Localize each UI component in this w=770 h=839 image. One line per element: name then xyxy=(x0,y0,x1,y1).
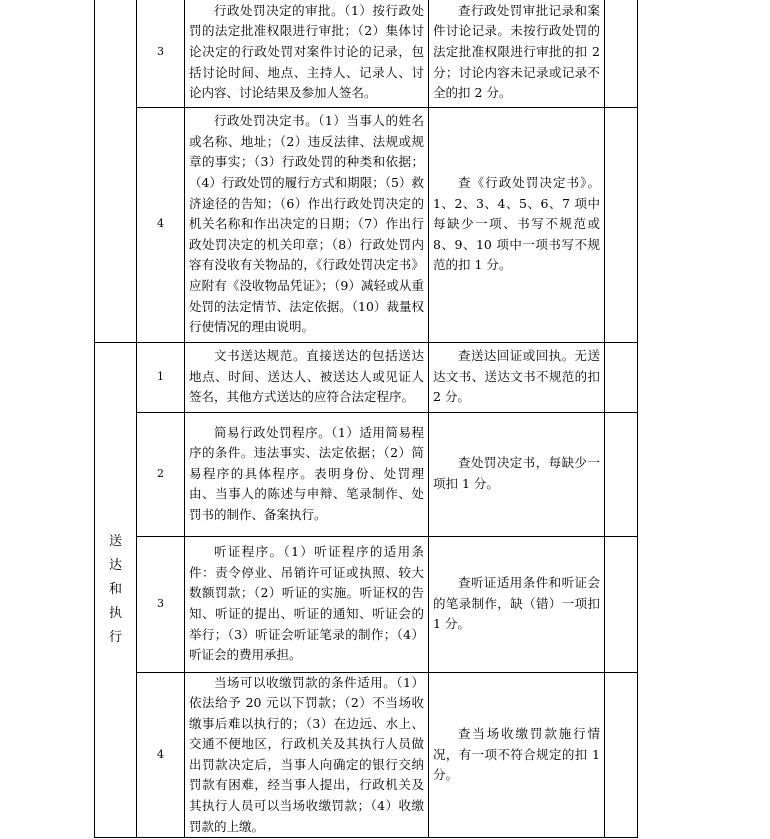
item-content xyxy=(185,0,429,107)
table-row xyxy=(95,672,638,838)
item-content-text: 听证程序。（1）听证程序的适用条件：责令停业、吊销许可证或执照、较大数额罚款；（2）听证的实施。听证权的告知、听证的提出、听证的通知、听证会的举行；（3）听证会听证笔录的制作；（4）听证会的费用承担。 xyxy=(189,544,424,663)
item-remark xyxy=(605,412,638,536)
item-scoring xyxy=(429,536,605,672)
table-row xyxy=(95,536,638,672)
item-remark xyxy=(605,536,638,672)
item-scoring xyxy=(429,0,605,107)
item-content xyxy=(185,412,429,536)
item-remark xyxy=(605,0,638,107)
item-content xyxy=(185,342,429,412)
item-remark xyxy=(605,672,638,838)
item-scoring-text: 查处罚决定书，每缺少一项扣 1 分。 xyxy=(433,455,600,491)
category-cell xyxy=(95,0,137,342)
category-cell xyxy=(95,342,137,838)
table-row xyxy=(95,412,638,536)
table-row xyxy=(95,107,638,342)
item-scoring xyxy=(429,672,605,838)
item-scoring xyxy=(429,412,605,536)
item-content-text: 文书送达规范。直接送达的包括送达地点、时间、送达人、被送达人或见证人签名，其他方式送达的应符合法定程序。 xyxy=(189,348,424,405)
item-content-text: 简易行政处罚程序。（1）适用简易程序的条件。违法事实、法定依据；（2）简易程序的具体程序。表明身份、处罚理由、当事人的陈述与申辩、笔录制作、处罚书的制作、备案执行。 xyxy=(189,424,424,522)
item-remark xyxy=(605,342,638,412)
item-number: 3 xyxy=(137,0,185,107)
item-scoring xyxy=(429,107,605,342)
item-content xyxy=(185,107,429,342)
item-scoring-text: 查送达回证或回执。无送达文书、送达文书不规范的扣 2 分。 xyxy=(433,348,600,405)
item-number: 4 xyxy=(137,107,185,342)
item-content-text: 当场可以收缴罚款的条件适用。（1）依法给予 20 元以下罚款；（2）不当场收缴事后难以执行的；（3）在边远、水上、交通不便地区，行政机关及其执行人员做出罚款决定后，当事人向确定的银行交纳罚款有困难，经当事人提出，行政机关及其执行人员可以当场收缴罚款；（4）收缴罚款的上缴。 xyxy=(189,674,424,834)
item-content-text: 行政处罚决定的审批。（1）按行政处罚的法定批准权限进行审批；（2）集体讨论决定的行政处罚对案件讨论的记录，包括讨论时间、地点、主持人、记录人、讨论内容、讨论结果及参加人签名。 xyxy=(189,2,424,101)
item-scoring-text: 查当场收缴罚款施行情况，有一项不符合规定的扣 1 分。 xyxy=(433,725,600,783)
item-number: 2 xyxy=(137,412,185,536)
item-scoring xyxy=(429,342,605,412)
item-number: 3 xyxy=(137,536,185,672)
item-content xyxy=(185,672,429,838)
category-label: 送达和执行 xyxy=(108,533,122,645)
item-number: 4 xyxy=(137,672,185,838)
table-row xyxy=(95,0,638,107)
item-scoring-text: 查行政处罚审批记录和案件讨论记录。未按行政处罚的法定批准权限进行审批的扣 2 分；讨论内容未记录或记录不全的扣 2 分。 xyxy=(433,2,600,101)
item-content xyxy=(185,536,429,672)
item-scoring-text: 查《行政处罚决定书》。1、2、3、4、5、6、7 项中每缺少一项、书写不规范或 8、9、10 项中一项书写不规范的扣 1 分。 xyxy=(433,175,600,273)
item-number: 1 xyxy=(137,342,185,412)
evaluation-table xyxy=(94,0,638,838)
table-row xyxy=(95,342,638,412)
item-content-text: 行政处罚决定书。（1）当事人的姓名或名称、地址；（2）违反法律、法规或规章的事实；（3）行政处罚的种类和依据；（4）行政处罚的履行方式和期限；（5）救济途径的告知；（6）作出行政处罚决定的机关名称和作出决定的日期；（7）作出行政处罚决定的机关印章；（8）行政处罚内容有没收有关物品的，《行政处罚决定书》应附有《没收物品凭证》；（9）减轻或从重处罚的法定情节、法定依据。（10）裁量权行使情况的理由说明。 xyxy=(189,113,424,335)
item-scoring-text: 查听证适用条件和听证会的笔录制作，缺（错）一项扣 1 分。 xyxy=(433,575,600,632)
item-remark xyxy=(605,107,638,342)
